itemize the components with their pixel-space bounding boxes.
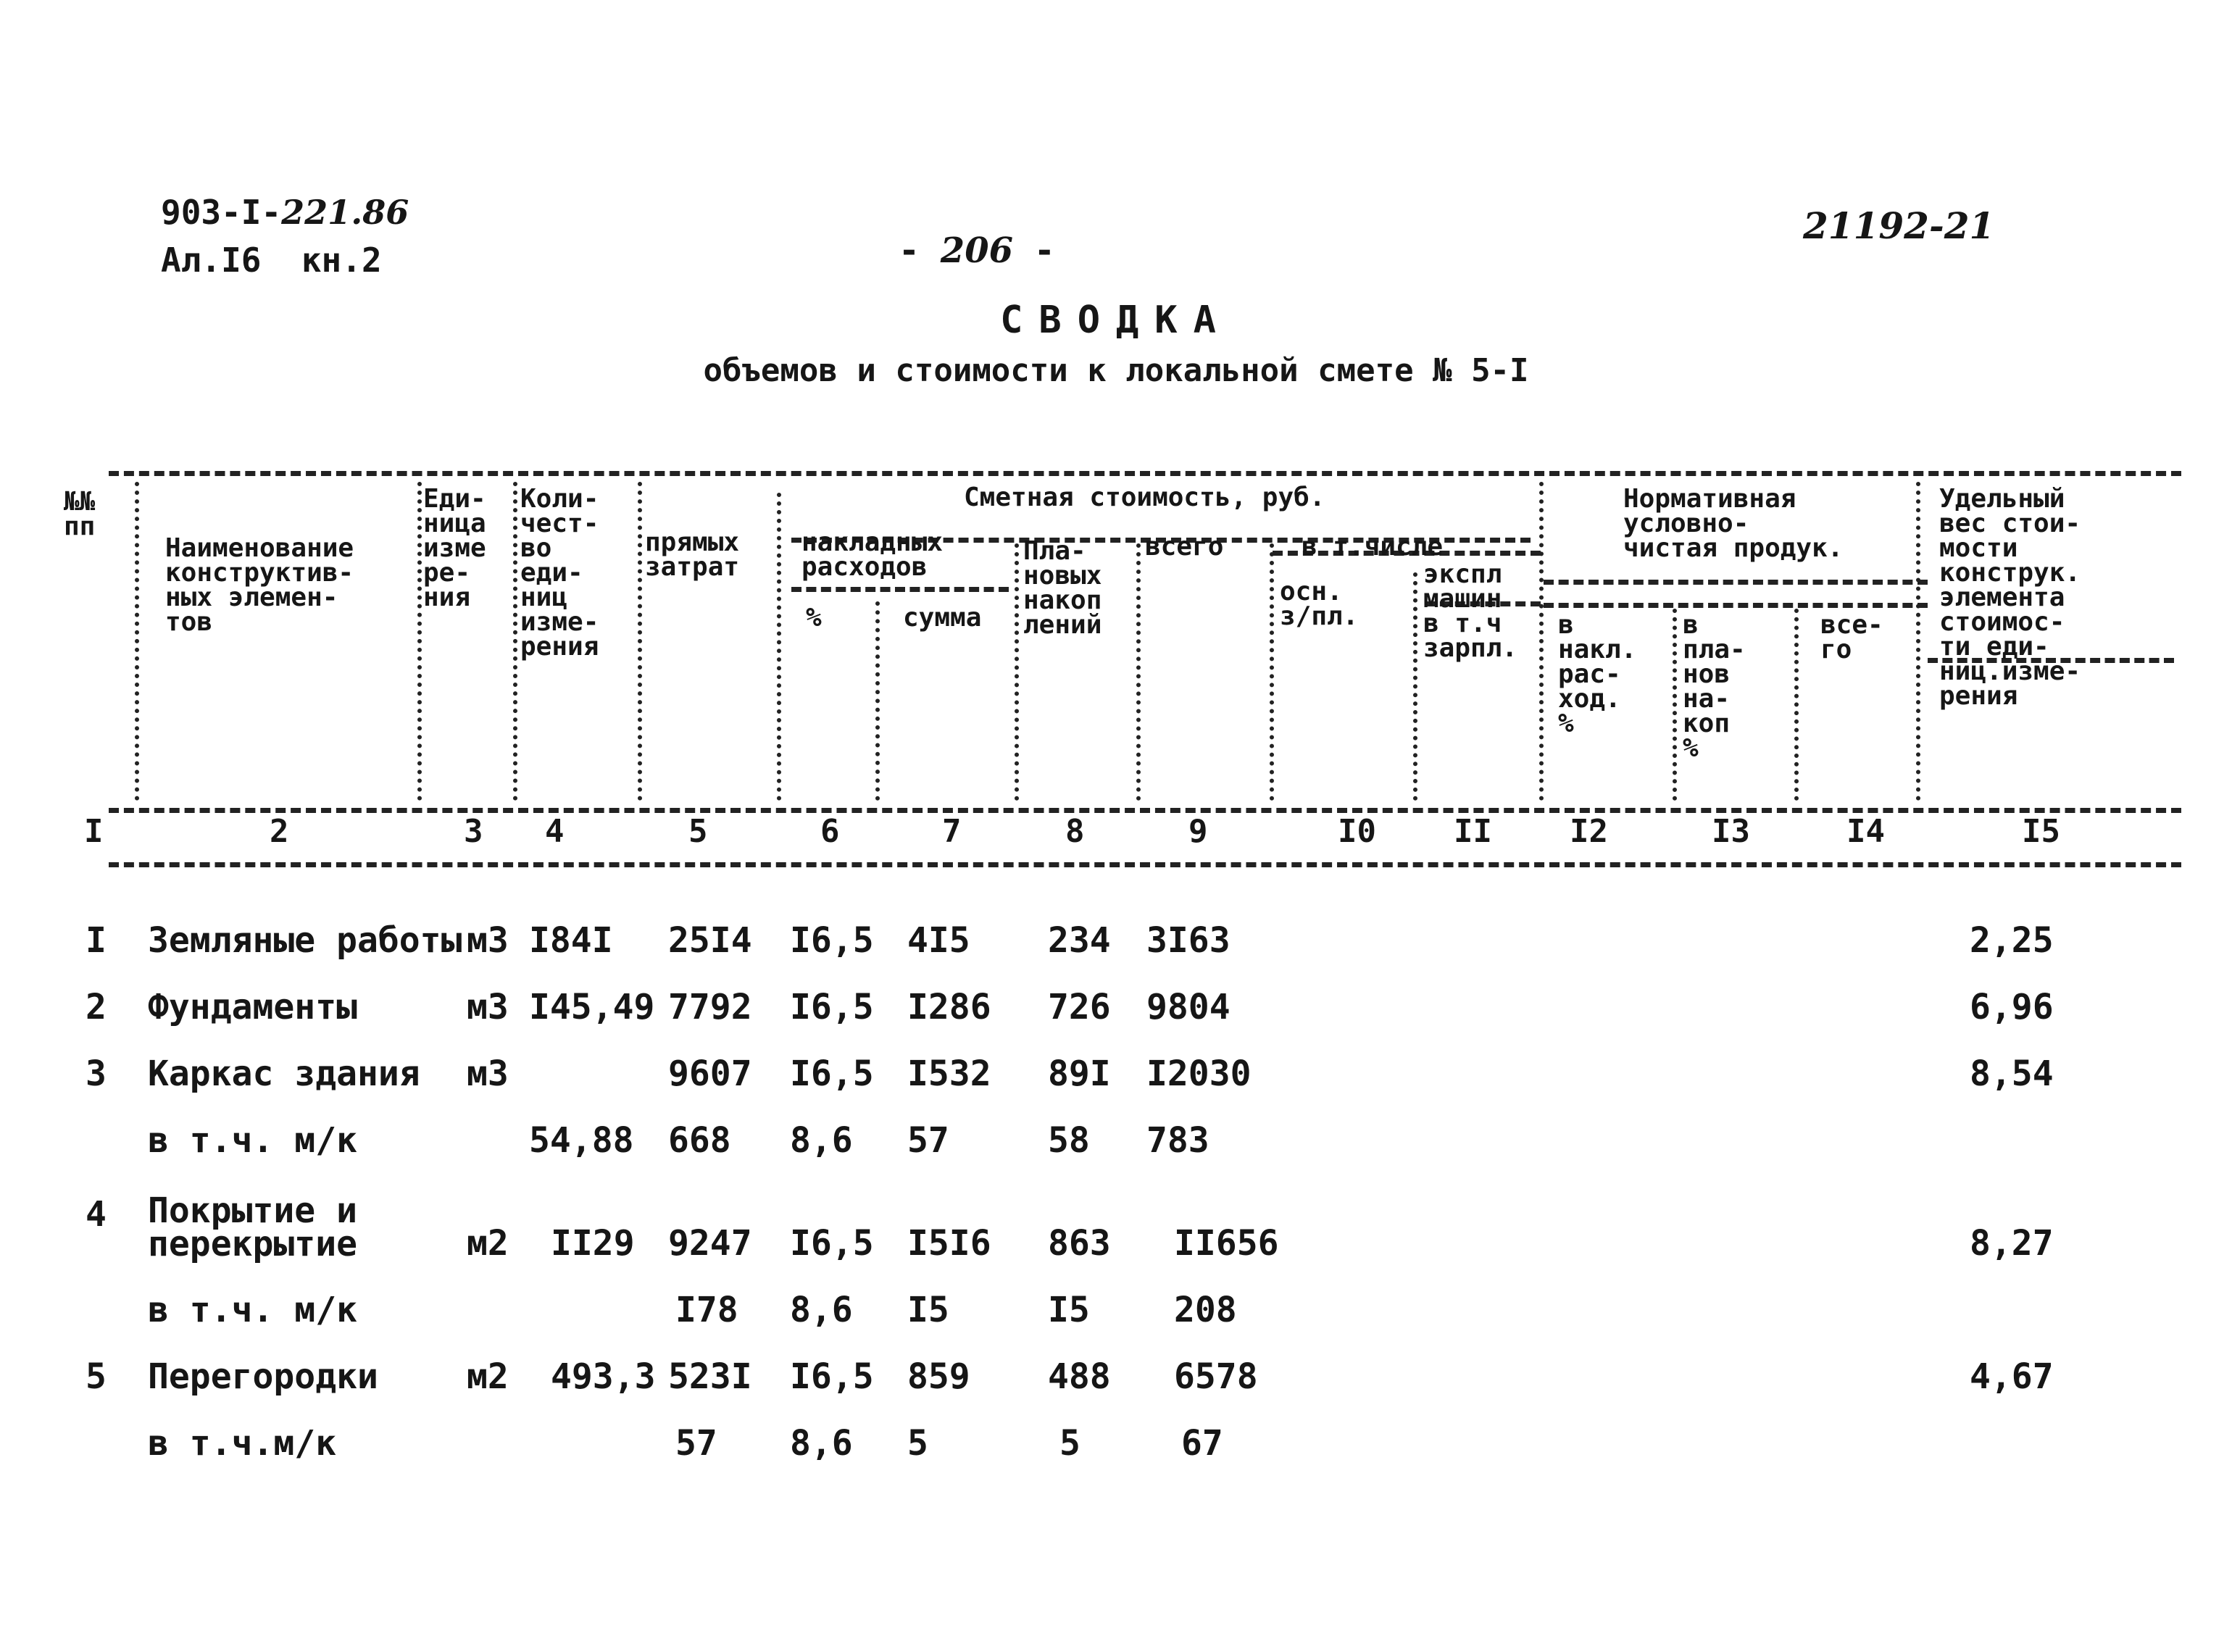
document-code-printed: 903-I- <box>161 193 282 232</box>
header-estimated-cost: Сметная стоимость, руб. <box>964 483 1325 512</box>
separator <box>1136 543 1141 801</box>
album-book: Ал.I6 кн.2 <box>161 241 382 280</box>
row-planned-accumulations: 58 <box>1048 1120 1090 1161</box>
row-specific-weight: 2,25 <box>1970 920 2054 961</box>
column-number: 2 <box>270 813 289 850</box>
column-number: 3 <box>464 813 483 850</box>
document-code-handwritten: 221.86 <box>281 193 409 232</box>
column-number: I <box>84 813 104 850</box>
row-quantity: II29 <box>551 1223 635 1264</box>
table-row <box>0 1120 2232 1171</box>
separator <box>875 601 880 801</box>
page-title: СВОДКА <box>1000 299 1232 342</box>
header-col14: все- го <box>1820 610 1883 664</box>
header-col3: Еди- ница изме ре- ния <box>423 484 486 612</box>
row-name: в т.ч.м/к <box>148 1423 337 1464</box>
header-divider-rule <box>109 808 2181 813</box>
normative-sub-rule <box>1544 603 1928 608</box>
row-overhead-percent: 8,6 <box>790 1290 853 1330</box>
header-col10: осн. з/пл. <box>1280 577 1359 631</box>
overhead-rule <box>791 587 1009 592</box>
header-col1: №№ пп <box>64 487 96 541</box>
row-quantity: I45,49 <box>529 987 655 1027</box>
row-name: Фундаменты <box>148 987 357 1027</box>
row-overhead-sum: I5I6 <box>907 1223 991 1264</box>
row-specific-weight: 6,96 <box>1970 987 2054 1027</box>
row-quantity: 54,88 <box>529 1120 634 1161</box>
row-direct-costs: I78 <box>675 1290 738 1330</box>
column-number: 4 <box>545 813 565 850</box>
row-planned-accumulations: 234 <box>1048 920 1111 961</box>
row-planned-accumulations: 863 <box>1048 1223 1111 1264</box>
header-including: в т.числе <box>1302 532 1444 562</box>
column-number: I3 <box>1712 813 1750 850</box>
row-number: I <box>86 920 107 961</box>
row-direct-costs: 25I4 <box>668 920 752 961</box>
separator <box>417 482 422 801</box>
row-overhead-sum: 859 <box>907 1356 970 1397</box>
row-direct-costs: 668 <box>668 1120 731 1161</box>
row-unit: м3 <box>467 987 509 1027</box>
header-normative: Нормативная условно- чистая продук. <box>1623 484 1844 563</box>
row-overhead-percent: I6,5 <box>790 1223 874 1264</box>
row-name: Покрытие и перекрытие <box>148 1190 357 1264</box>
row-number: 3 <box>86 1054 107 1094</box>
header-col12: в накл. рас- ход. % <box>1558 610 1637 738</box>
column-number: I4 <box>1846 813 1885 850</box>
table-row <box>0 1356 2232 1407</box>
column-number: 9 <box>1188 813 1208 850</box>
row-total: 208 <box>1174 1290 1237 1330</box>
column-number: 8 <box>1065 813 1085 850</box>
row-unit: м2 <box>467 1356 509 1397</box>
header-col9: всего <box>1145 532 1224 562</box>
row-direct-costs: 523I <box>668 1356 752 1397</box>
row-direct-costs: 7792 <box>668 987 752 1027</box>
row-unit: м3 <box>467 920 509 961</box>
row-overhead-percent: I6,5 <box>790 1054 874 1094</box>
row-planned-accumulations: I5 <box>1048 1290 1090 1330</box>
column-number: 6 <box>820 813 840 850</box>
header-col8: Пла- новых накоп лений <box>1023 536 1102 640</box>
handwritten-reference: 21192-21 <box>1803 204 1995 247</box>
header-col4: Коли- чест- во еди- ниц изме- рения <box>520 484 599 662</box>
row-specific-weight: 4,67 <box>1970 1356 2054 1397</box>
header-overhead: накладных расходов <box>801 527 944 582</box>
separator <box>135 482 139 801</box>
row-name: Перегородки <box>148 1356 378 1397</box>
header-col13: в пла- нов на- коп % <box>1683 610 1746 763</box>
row-overhead-sum: I286 <box>907 987 991 1027</box>
row-total: II656 <box>1174 1223 1279 1264</box>
separator <box>1015 543 1019 801</box>
separator <box>1673 609 1677 801</box>
separator <box>1270 543 1274 801</box>
row-name: Каркас здания <box>148 1054 420 1094</box>
table-top-rule <box>109 471 2181 476</box>
separator <box>1916 482 1920 801</box>
row-overhead-sum: I532 <box>907 1054 991 1094</box>
table-row <box>0 1190 2232 1274</box>
row-planned-accumulations: 726 <box>1048 987 1111 1027</box>
row-total: 783 <box>1146 1120 1209 1161</box>
row-overhead-sum: I5 <box>907 1290 949 1330</box>
row-number: 2 <box>86 987 107 1027</box>
table-row <box>0 1423 2232 1474</box>
column-number: II <box>1454 813 1492 850</box>
column-number: I0 <box>1338 813 1376 850</box>
row-direct-costs: 9607 <box>668 1054 752 1094</box>
header-col6: % <box>806 603 822 633</box>
row-direct-costs: 9247 <box>668 1223 752 1264</box>
normative-rule <box>1544 580 1928 585</box>
header-col11: экспл машин в т.ч зарпл. <box>1423 559 1518 663</box>
header-col7: сумма <box>903 603 982 633</box>
row-planned-accumulations: 5 <box>1059 1423 1080 1464</box>
row-total: 3I63 <box>1146 920 1230 961</box>
row-name: Земляные работы <box>148 920 462 961</box>
row-number: 5 <box>86 1356 107 1397</box>
row-overhead-sum: 57 <box>907 1120 949 1161</box>
header-col2: Наименование конструктив- ных элемен- тов <box>165 533 354 637</box>
row-specific-weight: 8,27 <box>1970 1223 2054 1264</box>
separator <box>1794 609 1799 801</box>
row-name: в т.ч. м/к <box>148 1290 357 1330</box>
row-overhead-percent: I6,5 <box>790 920 874 961</box>
column-number: 7 <box>942 813 962 850</box>
row-total: I2030 <box>1146 1054 1252 1094</box>
table-row <box>0 1054 2232 1104</box>
page-number: - 206 - <box>899 230 1055 271</box>
row-total: 67 <box>1181 1423 1223 1464</box>
row-overhead-sum: 5 <box>907 1423 928 1464</box>
separator <box>777 493 781 801</box>
row-unit: м2 <box>467 1223 509 1264</box>
table-row <box>0 1290 2232 1340</box>
row-quantity: 493,3 <box>551 1356 656 1397</box>
document-code <box>161 193 409 232</box>
row-specific-weight: 8,54 <box>1970 1054 2054 1094</box>
header-col15: Удельный вес стои- мости конструк. элемента стоимос- ти еди- ниц.изме- рения <box>1939 484 2081 711</box>
row-overhead-percent: 8,6 <box>790 1423 853 1464</box>
row-planned-accumulations: 89I <box>1048 1054 1111 1094</box>
row-planned-accumulations: 488 <box>1048 1356 1111 1397</box>
row-quantity: I84I <box>529 920 613 961</box>
header-bottom-rule <box>109 862 2181 867</box>
row-direct-costs: 57 <box>675 1423 717 1464</box>
separator <box>1413 572 1417 801</box>
row-name: в т.ч. м/к <box>148 1120 357 1161</box>
separator <box>513 482 517 801</box>
column-number: I2 <box>1570 813 1608 850</box>
column-number: I5 <box>2022 813 2060 850</box>
row-total: 9804 <box>1146 987 1230 1027</box>
row-unit: м3 <box>467 1054 509 1094</box>
row-overhead-sum: 4I5 <box>907 920 970 961</box>
separator <box>1539 482 1544 801</box>
header-col5: прямых затрат <box>645 527 740 582</box>
table-row <box>0 987 2232 1038</box>
page-subtitle: объемов и стоимости к локальной смете № 5-I <box>703 352 1529 389</box>
row-overhead-percent: I6,5 <box>790 1356 874 1397</box>
table-row <box>0 920 2232 971</box>
row-total: 6578 <box>1174 1356 1258 1397</box>
separator <box>638 482 642 801</box>
row-number: 4 <box>86 1194 107 1235</box>
row-overhead-percent: I6,5 <box>790 987 874 1027</box>
column-number: 5 <box>688 813 708 850</box>
row-overhead-percent: 8,6 <box>790 1120 853 1161</box>
